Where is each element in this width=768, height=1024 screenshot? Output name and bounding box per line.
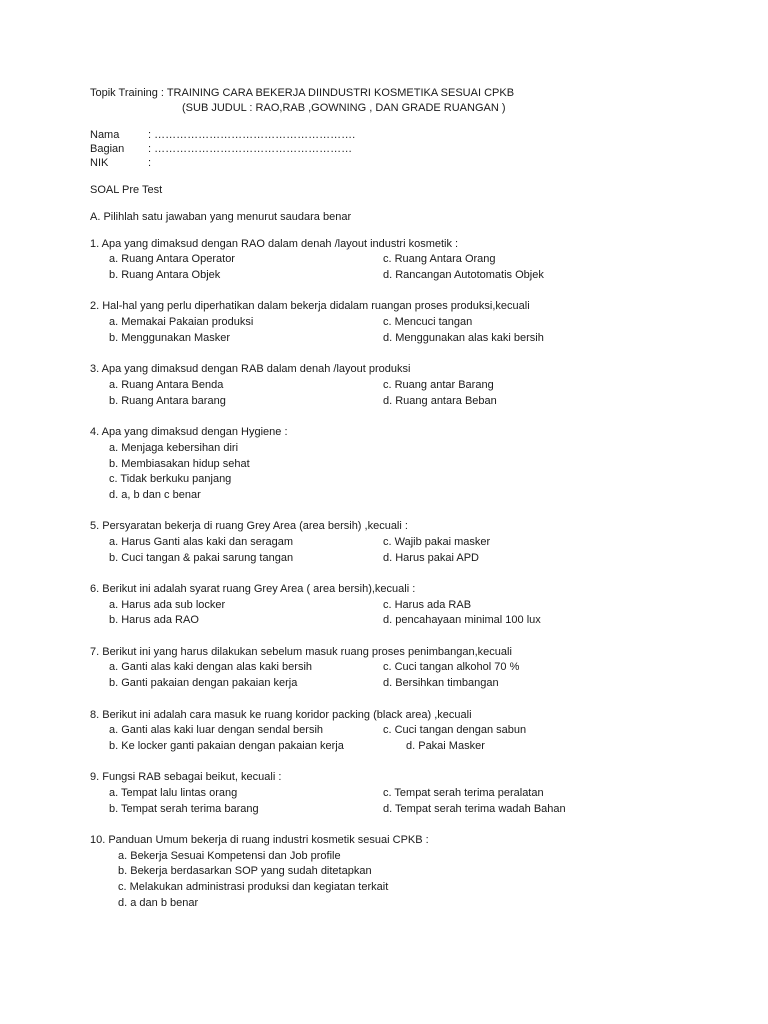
- question-8: 8. Berikut ini adalah cara masuk ke ruang koridor packing (black area) ,kecuali: [90, 709, 472, 721]
- q4-option-c: c. Tidak berkuku panjang: [109, 473, 232, 485]
- question-10: 10. Panduan Umum bekerja di ruang industri kosmetik sesuai CPKB :: [90, 834, 429, 846]
- q7-option-b: b. Ganti pakaian dengan pakaian kerja: [109, 677, 298, 689]
- q8-option-d: d. Pakai Masker: [406, 740, 485, 752]
- q9-option-d: d. Tempat serah terima wadah Bahan: [383, 803, 566, 815]
- q9-option-c: c. Tempat serah terima peralatan: [383, 787, 544, 799]
- q3-option-a: a. Ruang Antara Benda: [109, 379, 224, 391]
- q10-option-b: b. Bekerja berdasarkan SOP yang sudah ditetapkan: [118, 865, 372, 877]
- nama-field: : ……………………………………………….: [148, 129, 356, 141]
- q4-option-d: d. a, b dan c benar: [109, 489, 201, 501]
- document-subtitle: (SUB JUDUL : RAO,RAB ,GOWNING , DAN GRADE RUANGAN ): [182, 102, 506, 114]
- question-3: 3. Apa yang dimaksud dengan RAB dalam denah /layout produksi: [90, 363, 411, 375]
- q2-option-d: d. Menggunakan alas kaki bersih: [383, 332, 544, 344]
- q10-option-d: d. a dan b benar: [118, 897, 199, 909]
- question-6: 6. Berikut ini adalah syarat ruang Grey Area ( area bersih),kecuali :: [90, 583, 416, 595]
- nama-label: Nama: [90, 129, 120, 141]
- q10-option-c: c. Melakukan administrasi produksi dan kegiatan terkait: [118, 881, 389, 893]
- question-4: 4. Apa yang dimaksud dengan Hygiene :: [90, 426, 288, 438]
- document-title: Topik Training : TRAINING CARA BEKERJA DIINDUSTRI KOSMETIKA SESUAI CPKB: [90, 87, 515, 99]
- nik-label: NIK: [90, 157, 109, 169]
- q6-option-b: b. Harus ada RAO: [109, 614, 199, 626]
- q3-option-b: b. Ruang Antara barang: [109, 395, 226, 407]
- q2-option-c: c. Mencuci tangan: [383, 316, 473, 328]
- q8-option-a: a. Ganti alas kaki luar dengan sendal bersih: [109, 724, 324, 736]
- soal-title: SOAL Pre Test: [90, 184, 163, 196]
- q5-option-a: a. Harus Ganti alas kaki dan seragam: [109, 536, 294, 548]
- q6-option-c: c. Harus ada RAB: [383, 599, 472, 611]
- q1-option-d: d. Rancangan Autotomatis Objek: [383, 269, 544, 281]
- q6-option-d: d. pencahayaan minimal 100 lux: [383, 614, 541, 626]
- q1-option-b: b. Ruang Antara Objek: [109, 269, 221, 281]
- q4-option-b: b. Membiasakan hidup sehat: [109, 458, 250, 470]
- q8-option-b: b. Ke locker ganti pakaian dengan pakaian kerja: [109, 740, 344, 752]
- q1-option-c: c. Ruang Antara Orang: [383, 253, 496, 265]
- q5-option-c: c. Wajib pakai masker: [383, 536, 491, 548]
- question-7: 7. Berikut ini yang harus dilakukan sebelum masuk ruang proses penimbangan,kecuali: [90, 646, 512, 658]
- question-2: 2. Hal-hal yang perlu diperhatikan dalam bekerja didalam ruangan proses produksi,kecuali: [90, 300, 530, 312]
- section-a-instruction: A. Pilihlah satu jawaban yang menurut saudara benar: [90, 211, 352, 223]
- q3-option-c: c. Ruang antar Barang: [383, 379, 494, 391]
- q2-option-b: b. Menggunakan Masker: [109, 332, 231, 344]
- q7-option-c: c. Cuci tangan alkohol 70 %: [383, 661, 520, 673]
- q2-option-a: a. Memakai Pakaian produksi: [109, 316, 254, 328]
- q3-option-d: d. Ruang antara Beban: [383, 395, 497, 407]
- question-1: 1. Apa yang dimaksud dengan RAO dalam denah /layout industri kosmetik :: [90, 238, 459, 250]
- q7-option-a: a. Ganti alas kaki dengan alas kaki bersih: [109, 661, 313, 673]
- q5-option-b: b. Cuci tangan & pakai sarung tangan: [109, 552, 294, 564]
- question-5: 5. Persyaratan bekerja di ruang Grey Area (area bersih) ,kecuali :: [90, 520, 408, 532]
- nik-field: :: [148, 157, 152, 169]
- q6-option-a: a. Harus ada sub locker: [109, 599, 226, 611]
- q5-option-d: d. Harus pakai APD: [383, 552, 479, 564]
- q9-option-b: b. Tempat serah terima barang: [109, 803, 259, 815]
- q4-option-a: a. Menjaga kebersihan diri: [109, 442, 239, 454]
- question-9: 9. Fungsi RAB sebagai beikut, kecuali :: [90, 771, 282, 783]
- q7-option-d: d. Bersihkan timbangan: [383, 677, 499, 689]
- q10-option-a: a. Bekerja Sesuai Kompetensi dan Job profile: [118, 850, 341, 862]
- bagian-label: Bagian: [90, 143, 125, 155]
- bagian-field: : ………………………………………………: [148, 143, 353, 155]
- q8-option-c: c. Cuci tangan dengan sabun: [383, 724, 527, 736]
- q1-option-a: a. Ruang Antara Operator: [109, 253, 235, 265]
- q9-option-a: a. Tempat lalu lintas orang: [109, 787, 238, 799]
